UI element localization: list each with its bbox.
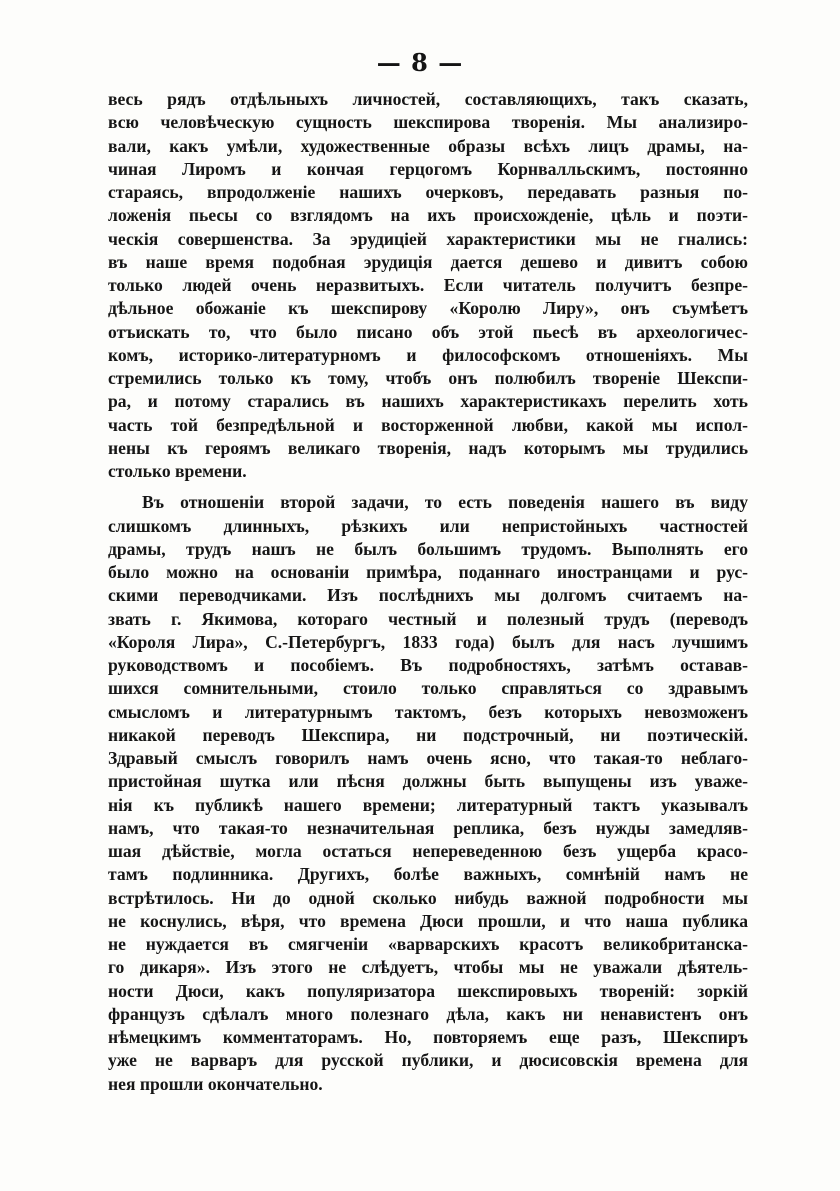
text-line: звать г. Якимова, котораго честный и полезный трудъ (переводъ bbox=[108, 608, 748, 629]
text-line: ческія совершенства. За эрудиціей характеристики мы не гнались: bbox=[108, 228, 748, 249]
text-line: нія къ публикѣ нашего времени; литературный тактъ указывалъ bbox=[108, 794, 748, 815]
text-line: го дикаря». Изъ этого не слѣдуетъ, чтобы мы не уважали дѣятель- bbox=[108, 957, 748, 978]
paragraph-spacer bbox=[108, 483, 748, 491]
text-line: не нуждается въ смягченіи «варварскихъ красотъ великобританска- bbox=[108, 934, 748, 954]
text-line: тамъ подлинника. Другихъ, болѣе важныхъ, сомнѣній намъ не bbox=[108, 864, 748, 885]
text-line: вали, какъ умѣли, художественные образы всѣхъ лицъ драмы, на- bbox=[108, 135, 748, 156]
text-line: Здравый смыслъ говорилъ намъ очень ясно, что такая-то неблаго- bbox=[108, 748, 748, 768]
page-number: — 8 — bbox=[376, 48, 464, 77]
text-line: нѣмецкимъ комментаторамъ. Но, повторяемъ еще разъ, Шекспиръ bbox=[108, 1027, 748, 1047]
text-line: весь рядъ отдѣльныхъ личностей, составляющихъ, такъ сказать, bbox=[108, 89, 748, 109]
paragraph-1 bbox=[108, 88, 748, 483]
text-line: встрѣтилось. Ни до одной сколько нибудь важной подробности мы bbox=[108, 887, 748, 908]
text-line: смысломъ и литературнымъ тактомъ, безъ которыхъ невозможенъ bbox=[108, 701, 748, 722]
text-line: намъ, что такая-то незначительная реплика, безъ нужды замедляв- bbox=[108, 817, 748, 838]
text-line: пристойная шутка или пѣсня должны быть выпущены изъ уваже- bbox=[108, 771, 748, 792]
text-line: не коснулись, вѣря, что времена Дюси прошли, и что наша публика bbox=[108, 910, 748, 931]
text-line: дѣльное обожаніе къ шекспирову «Королю Лиру», онъ съумѣетъ bbox=[108, 298, 748, 319]
text-line: никакой переводъ Шекспира, ни подстрочный, ни поэтическій. bbox=[108, 724, 748, 745]
text-line: шая дѣйствіе, могла остаться непереведенною безъ ущерба красо- bbox=[108, 841, 748, 861]
text-line: ложенія пьесы со взглядомъ на ихъ происхожденіе, цѣль и поэти- bbox=[108, 205, 748, 226]
text-line: слишкомъ длинныхъ, рѣзкихъ или непристойныхъ частностей bbox=[108, 515, 748, 536]
text-line: чиная Лиромъ и кончая герцогомъ Корнвалльскимъ, постоянно bbox=[108, 158, 748, 179]
text-line: только людей очень неразвитыхъ. Если читатель получитъ безпре- bbox=[108, 275, 748, 295]
text-line: отъискать то, что было писано объ этой пьесѣ въ археологичес- bbox=[108, 321, 748, 342]
text-line: комъ, историко-литературномъ и философскомъ отношеніяхъ. Мы bbox=[108, 344, 748, 365]
body-text bbox=[108, 88, 748, 1096]
text-line: стараясь, впродолженіе нашихъ очерковъ, передавать разныя по- bbox=[108, 182, 748, 202]
text-line: Въ отношеніи второй задачи, то есть поведенія нашего въ виду bbox=[142, 492, 748, 513]
text-line: скими переводчиками. Изъ послѣднихъ мы долгомъ считаемъ на- bbox=[108, 585, 748, 606]
text-line: всю человѣческую сущность шекспирова творенія. Мы анализиро- bbox=[108, 112, 748, 133]
text-line: нены къ героямъ великаго творенія, надъ которымъ мы трудились bbox=[108, 437, 748, 458]
text-line: ра, и потому старались въ нашихъ характеристикахъ перелить хоть bbox=[108, 391, 748, 412]
text-line: драмы, трудъ нашъ не былъ большимъ трудомъ. Выполнять его bbox=[108, 538, 748, 559]
paragraph-2 bbox=[108, 491, 748, 1096]
text-line: «Короля Лира», С.-Петербургъ, 1833 года) былъ для насъ лучшимъ bbox=[108, 631, 748, 652]
text-line: руководствомъ и пособіемъ. Въ подробностяхъ, затѣмъ оставав- bbox=[108, 655, 748, 675]
text-line: въ наше время подобная эрудиція дается дешево и дивитъ собою bbox=[108, 251, 748, 272]
text-line: шихся сомнительными, стоило только справляться со здравымъ bbox=[108, 678, 748, 699]
text-line: нея прошли окончательно. bbox=[108, 1073, 323, 1094]
text-line: стремились только къ тому, чтобъ онъ полюбилъ твореніе Шекспи- bbox=[108, 368, 748, 388]
text-line: французъ сдѣлалъ много полезнаго дѣла, какъ ни ненавистенъ онъ bbox=[108, 1003, 748, 1024]
text-line: было можно на основаніи примѣра, поданнаго иностранцами и рус- bbox=[108, 562, 748, 582]
text-line: часть той безпредѣльной и восторженной любви, какой мы испол- bbox=[108, 414, 748, 435]
text-line: ности Дюси, какъ популяризатора шекспировыхъ твореній: зоркій bbox=[108, 980, 748, 1001]
text-line: уже не варваръ для русской публики, и дюсисовскія времена для bbox=[108, 1050, 748, 1071]
text-line: столько времени. bbox=[108, 461, 247, 481]
